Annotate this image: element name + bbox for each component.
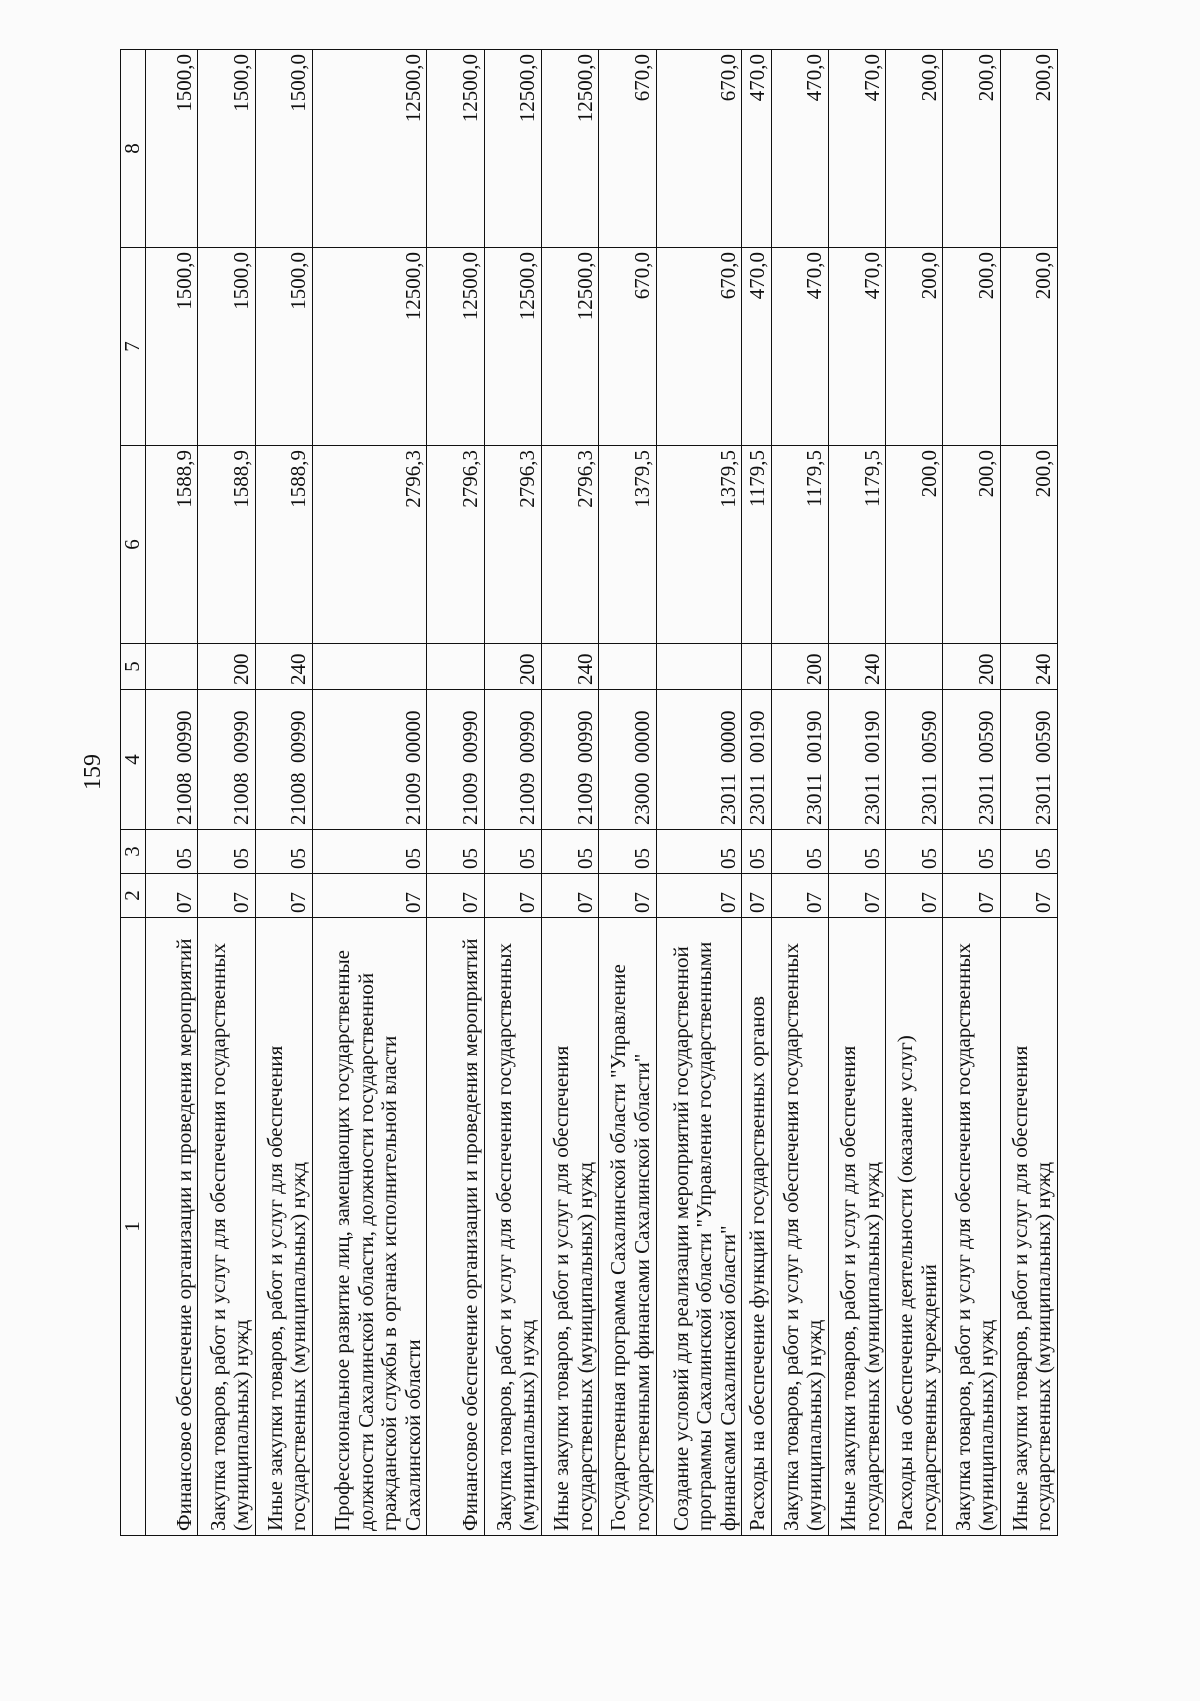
target-article-program: 23011 [859,773,884,825]
item-name-cell: Государственная программа Сахалинской области "Управление государственными финансами Сахалинской области" [599,918,656,1536]
item-name-cell: Профессиональное развитие лиц, замещающих государственные должности Сахалинской области, должности государственной гражданской службы в органах исполнительной власти Сахалинской области [312,918,427,1536]
amount-col7-cell: 670,0 [599,248,656,446]
amount-col6-cell: 200,0 [1000,446,1057,644]
target-article-direction: 00590 [1031,710,1056,763]
target-article-program: 21008 [229,772,254,825]
amount-col7-cell: 200,0 [1000,248,1057,446]
amount-col7-cell: 1500,0 [198,248,255,446]
section-code-cell: 07 [599,874,656,918]
target-article-direction: 00190 [859,710,884,763]
subsection-code-cell: 05 [145,830,198,874]
target-article-cell [255,690,312,830]
target-article-program: 21008 [171,772,196,825]
expense-type-cell: 240 [541,644,598,690]
target-article-cell [742,690,771,830]
amount-col6-cell: 1179,5 [742,446,771,644]
target-article-direction: 00990 [171,710,196,763]
amount-col6-cell: 2796,3 [312,446,427,644]
target-article-direction: 00590 [974,710,999,763]
amount-col7-cell: 200,0 [943,248,1000,446]
expense-type-cell [427,644,484,690]
section-code-cell: 07 [771,874,828,918]
subsection-code-cell: 05 [427,830,484,874]
target-article-program: 23011 [974,773,999,825]
table-row [943,50,1000,1536]
amount-col8-cell: 200,0 [943,50,1000,248]
target-article-cell [886,690,943,830]
amount-col7-cell: 12500,0 [541,248,598,446]
subsection-code-cell: 05 [943,830,1000,874]
section-code-cell: 07 [312,874,427,918]
amount-col6-cell: 1179,5 [771,446,828,644]
page-number: 159 [80,754,106,790]
amount-col8-cell: 1500,0 [145,50,198,248]
target-article-direction: 00000 [400,710,425,763]
item-name-cell: Иные закупки товаров, работ и услуг для обеспечения государственных (муниципальных) нужд [828,918,885,1536]
section-code-cell: 07 [742,874,771,918]
item-name-cell: Иные закупки товаров, работ и услуг для обеспечения государственных (муниципальных) нужд [255,918,312,1536]
table-row [656,50,742,1536]
subsection-code-cell: 05 [828,830,885,874]
subsection-code-cell: 05 [886,830,943,874]
subsection-code-cell: 05 [656,830,742,874]
amount-col7-cell: 1500,0 [145,248,198,446]
expense-type-cell: 200 [198,644,255,690]
amount-col7-cell: 1500,0 [255,248,312,446]
table-row [255,50,312,1536]
section-code-cell: 07 [541,874,598,918]
amount-col8-cell: 670,0 [656,50,742,248]
expense-type-cell [312,644,427,690]
rotated-table-container [120,50,1058,1536]
column-header: 1 [121,918,146,1536]
subsection-code-cell: 05 [771,830,828,874]
subsection-code-cell: 05 [312,830,427,874]
amount-col7-cell: 470,0 [828,248,885,446]
amount-col8-cell: 12500,0 [312,50,427,248]
section-code-cell: 07 [943,874,1000,918]
section-code-cell: 07 [656,874,742,918]
table-row [484,50,541,1536]
table-row [312,50,427,1536]
target-article-program: 23011 [916,773,941,825]
item-name-cell: Иные закупки товаров, работ и услуг для обеспечения государственных (муниципальных) нужд [541,918,598,1536]
amount-col6-cell: 1379,5 [656,446,742,644]
subsection-code-cell: 05 [484,830,541,874]
subsection-code-cell: 05 [541,830,598,874]
budget-table [120,49,1058,1536]
section-code-cell: 07 [255,874,312,918]
table-row [599,50,656,1536]
amount-col8-cell: 1500,0 [198,50,255,248]
expense-type-cell [742,644,771,690]
column-header: 6 [121,446,146,644]
amount-col8-cell: 670,0 [599,50,656,248]
amount-col7-cell: 12500,0 [427,248,484,446]
amount-col8-cell: 470,0 [828,50,885,248]
target-article-direction: 00000 [715,710,740,763]
subsection-code-cell: 05 [599,830,656,874]
expense-type-cell: 240 [255,644,312,690]
target-article-cell [198,690,255,830]
column-header: 5 [121,644,146,690]
amount-col6-cell: 1588,9 [145,446,198,644]
target-article-program: 23011 [802,773,827,825]
item-name-cell: Расходы на обеспечение деятельности (оказание услуг) государственных учреждений [886,918,943,1536]
amount-col8-cell: 1500,0 [255,50,312,248]
target-article-cell [541,690,598,830]
column-header: 4 [121,690,146,830]
amount-col6-cell: 1588,9 [255,446,312,644]
item-name-cell: Иные закупки товаров, работ и услуг для обеспечения государственных (муниципальных) нужд [1000,918,1057,1536]
amount-col7-cell: 670,0 [656,248,742,446]
target-article-cell [599,690,656,830]
table-row [828,50,885,1536]
subsection-code-cell: 05 [742,830,771,874]
target-article-direction: 00990 [572,710,597,763]
section-code-cell: 07 [484,874,541,918]
table-row [742,50,771,1536]
item-name-cell: Закупка товаров, работ и услуг для обеспечения государственных (муниципальных) нужд [198,918,255,1536]
target-article-direction: 00590 [916,710,941,763]
target-article-direction: 00190 [745,710,770,763]
amount-col6-cell: 1179,5 [828,446,885,644]
expense-type-cell [145,644,198,690]
amount-col7-cell: 200,0 [886,248,943,446]
target-article-cell [1000,690,1057,830]
target-article-program: 21009 [572,772,597,825]
section-code-cell: 07 [886,874,943,918]
column-header: 8 [121,50,146,248]
section-code-cell: 07 [828,874,885,918]
table-row [427,50,484,1536]
target-article-cell [145,690,198,830]
section-code-cell: 07 [1000,874,1057,918]
target-article-program: 23011 [1031,773,1056,825]
amount-col6-cell: 2796,3 [427,446,484,644]
expense-type-cell: 200 [943,644,1000,690]
target-article-program: 23011 [745,773,770,825]
target-article-direction: 00990 [458,710,483,763]
target-article-cell [427,690,484,830]
target-article-cell [943,690,1000,830]
column-header: 7 [121,248,146,446]
amount-col8-cell: 12500,0 [541,50,598,248]
amount-col6-cell: 2796,3 [484,446,541,644]
amount-col6-cell: 200,0 [943,446,1000,644]
amount-col8-cell: 12500,0 [427,50,484,248]
amount-col7-cell: 470,0 [742,248,771,446]
amount-col6-cell: 1588,9 [198,446,255,644]
target-article-cell [771,690,828,830]
target-article-program: 23000 [629,772,654,825]
target-article-direction: 00000 [629,710,654,763]
amount-col6-cell: 2796,3 [541,446,598,644]
item-name-cell: Создание условий для реализации мероприятий государственной программы Сахалинской области "Управление государственными финансами Сахалинской области" [656,918,742,1536]
column-header: 3 [121,830,146,874]
section-code-cell: 07 [427,874,484,918]
target-article-direction: 00190 [802,710,827,763]
target-article-program: 21009 [515,772,540,825]
section-code-cell: 07 [198,874,255,918]
target-article-program: 21009 [400,772,425,825]
table-row [886,50,943,1536]
subsection-code-cell: 05 [255,830,312,874]
table-body [145,50,1057,1536]
item-name-cell: Расходы на обеспечение функций государственных органов [742,918,771,1536]
table-row [541,50,598,1536]
target-article-cell [312,690,427,830]
item-name-cell: Закупка товаров, работ и услуг для обеспечения государственных (муниципальных) нужд [943,918,1000,1536]
item-name-cell: Финансовое обеспечение организации и проведения мероприятий [145,918,198,1536]
subsection-code-cell: 05 [1000,830,1057,874]
amount-col8-cell: 12500,0 [484,50,541,248]
target-article-cell [828,690,885,830]
expense-type-cell [599,644,656,690]
target-article-program: 23011 [715,773,740,825]
expense-type-cell: 240 [828,644,885,690]
table-row [145,50,198,1536]
amount-col7-cell: 12500,0 [484,248,541,446]
expense-type-cell: 200 [771,644,828,690]
item-name-cell: Финансовое обеспечение организации и проведения мероприятий [427,918,484,1536]
subsection-code-cell: 05 [198,830,255,874]
expense-type-cell [656,644,742,690]
expense-type-cell: 200 [484,644,541,690]
header-row [121,50,146,1536]
amount-col7-cell: 12500,0 [312,248,427,446]
table-row [1000,50,1057,1536]
table-row [198,50,255,1536]
amount-col8-cell: 200,0 [1000,50,1057,248]
amount-col6-cell: 1379,5 [599,446,656,644]
target-article-cell [656,690,742,830]
section-code-cell: 07 [145,874,198,918]
expense-type-cell: 240 [1000,644,1057,690]
expense-type-cell [886,644,943,690]
amount-col6-cell: 200,0 [886,446,943,644]
target-article-direction: 00990 [515,710,540,763]
target-article-direction: 00990 [229,710,254,763]
column-header: 2 [121,874,146,918]
amount-col7-cell: 470,0 [771,248,828,446]
target-article-cell [484,690,541,830]
target-article-direction: 00990 [286,710,311,763]
amount-col8-cell: 470,0 [742,50,771,248]
item-name-cell: Закупка товаров, работ и услуг для обеспечения государственных (муниципальных) нужд [484,918,541,1536]
amount-col8-cell: 470,0 [771,50,828,248]
amount-col8-cell: 200,0 [886,50,943,248]
table-row [771,50,828,1536]
item-name-cell: Закупка товаров, работ и услуг для обеспечения государственных (муниципальных) нужд [771,918,828,1536]
target-article-program: 21009 [458,772,483,825]
target-article-program: 21008 [286,772,311,825]
